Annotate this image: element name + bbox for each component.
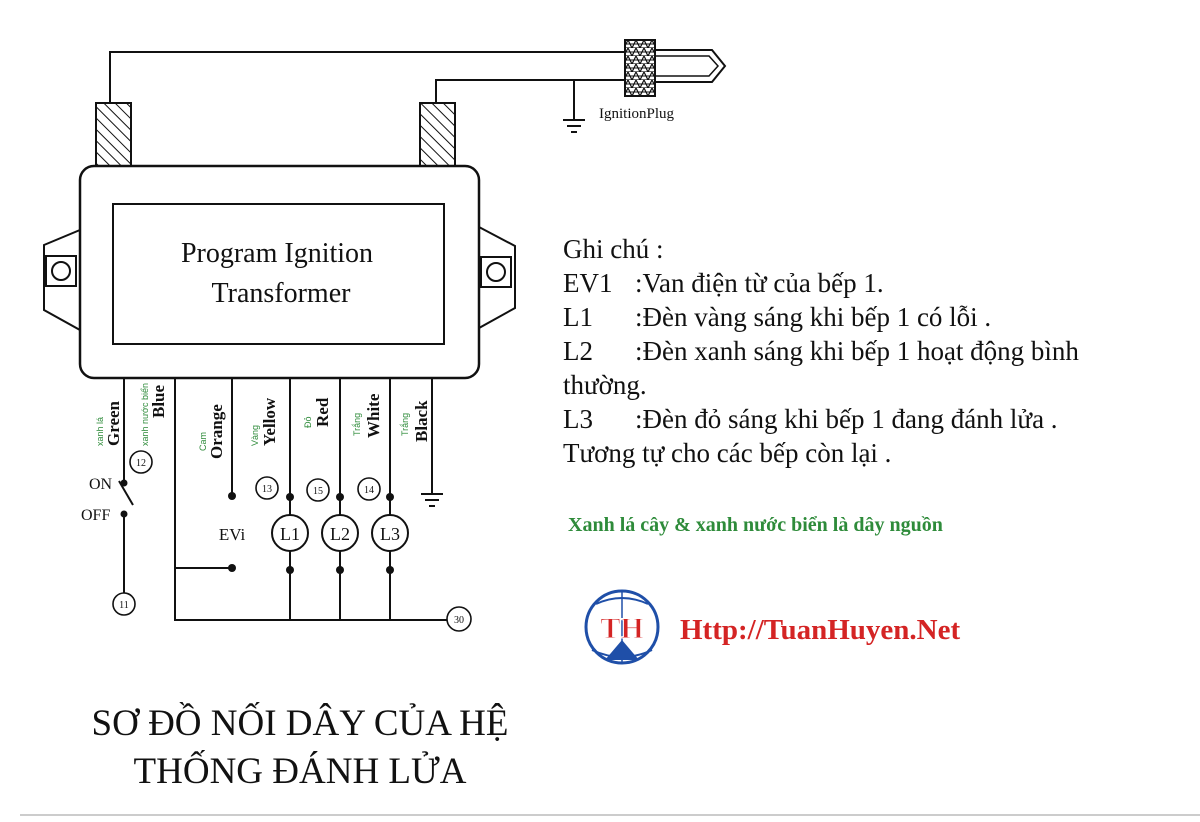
wire-black-ground — [421, 494, 443, 506]
logo-text: TH — [600, 612, 644, 645]
note-ev1-text: :Van điện từ của bếp 1. — [635, 268, 884, 298]
note-l3-label: L3 — [563, 404, 593, 434]
power-switch — [119, 480, 133, 518]
wire-blue-en: Blue — [149, 384, 168, 418]
wire-blue-vn: xanh nước biển — [140, 383, 150, 446]
lamp-l3 — [372, 515, 408, 551]
wire-orange-en: Orange — [207, 404, 226, 459]
wire-black-vn: Trắng — [400, 412, 410, 436]
notes-block — [563, 232, 1193, 470]
notes-heading: Ghi chú : — [563, 234, 664, 264]
transformer-label-line1: Program Ignition — [180, 238, 374, 269]
switch-off-label: OFF — [81, 507, 111, 524]
title-line-1: SƠ ĐỒ NỐI DÂY CỦA HỆ — [91, 703, 509, 744]
terminal-30 — [447, 607, 471, 631]
note-l2-label: L2 — [563, 336, 593, 366]
terminal-13 — [256, 477, 278, 499]
hv-leads — [110, 52, 625, 120]
wire-yellow-en: Yellow — [260, 397, 279, 446]
note-l2-wrap: thường. — [563, 370, 647, 400]
note-l2 — [563, 334, 1193, 368]
note-l1-text: :Đèn vàng sáng khi bếp 1 có lỗi . — [635, 302, 992, 332]
notes-footer: Tương tự cho các bếp còn lại . — [563, 438, 892, 468]
wire-red-en: Red — [313, 397, 332, 427]
ignition-plug — [625, 40, 725, 96]
junction-dots — [228, 492, 394, 574]
terminal-13-label: 13 — [262, 484, 272, 495]
terminal-11 — [113, 593, 135, 615]
note-l1 — [563, 300, 1193, 334]
note-l3 — [563, 402, 1193, 436]
wire-labels — [95, 383, 431, 459]
wire-red-vn: Đỏ — [303, 416, 313, 428]
website-link[interactable]: Http://TuanHuyen.Net — [680, 614, 961, 646]
logo-badge — [586, 591, 658, 663]
wire-white-en: White — [364, 393, 383, 438]
terminal-11-label: 11 — [119, 600, 129, 611]
terminal-12 — [130, 451, 152, 473]
lamp-l1-label: L1 — [280, 524, 300, 544]
power-wire-note: Xanh lá cây & xanh nước biển là dây nguồn — [568, 514, 943, 536]
lamp-l2-label: L2 — [330, 524, 350, 544]
ignition-plug-label: IgnitionPlug — [599, 106, 675, 122]
terminal-12-label: 12 — [136, 458, 146, 469]
note-l1-label: L1 — [563, 302, 593, 332]
ground-symbol — [563, 120, 585, 132]
wire-yellow-vn: Vàng — [250, 424, 260, 446]
wire-black-en: Black — [412, 400, 431, 442]
transformer-label-line2: Transformer — [211, 278, 351, 309]
note-ev1 — [563, 266, 1193, 300]
title-line-2: THỐNG ĐÁNH LỬA — [133, 751, 467, 792]
terminal-14 — [358, 478, 380, 500]
terminal-15 — [307, 479, 329, 501]
note-l3-text: :Đèn đỏ sáng khi bếp 1 đang đánh lửa . — [635, 404, 1058, 434]
lamp-l3-label: L3 — [380, 524, 400, 544]
mounting-ear-right — [479, 227, 515, 328]
terminal-14-label: 14 — [364, 485, 374, 496]
lamp-l1 — [272, 515, 308, 551]
terminal-15-label: 15 — [313, 486, 323, 497]
hv-terminal-right — [420, 103, 455, 167]
lamp-l2 — [322, 515, 358, 551]
switch-on-label: ON — [89, 476, 113, 493]
wire-green-en: Green — [104, 400, 123, 446]
hv-terminal-left — [96, 103, 131, 167]
note-l2-text: :Đèn xanh sáng khi bếp 1 hoạt động bình — [635, 336, 1079, 366]
wire-orange-vn: Cam — [198, 431, 208, 451]
ev-label: EVi — [218, 525, 246, 544]
terminal-30-label: 30 — [454, 615, 464, 626]
wire-white-vn: Trắng — [352, 412, 362, 436]
note-ev1-label: EV1 — [563, 268, 613, 298]
wire-green-vn: xanh lá — [95, 416, 105, 446]
transformer-box — [80, 166, 479, 378]
diagram-title — [40, 700, 560, 796]
mounting-ear-left — [44, 230, 80, 330]
